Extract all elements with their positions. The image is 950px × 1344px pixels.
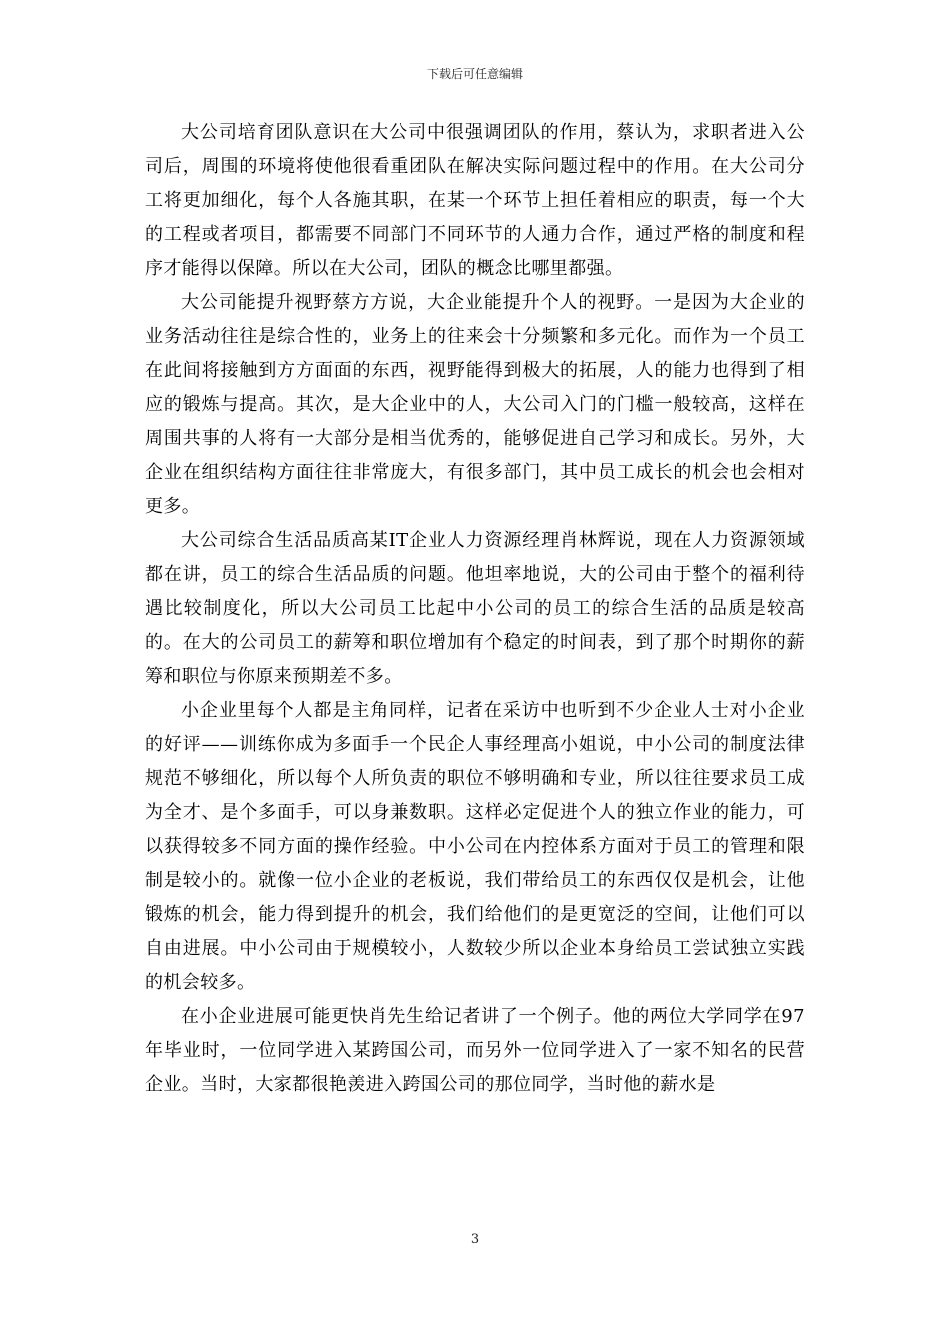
paragraph-small-company-growth: 在小企业进展可能更快肖先生给记者讲了一个例子。他的两位大学同学在97年毕业时，一位同学进入某跨国公司，而另外一位同学进入了一家不知名的民营企业。当时，大家都很艳羡进入跨国公司的那位同学，当时他的薪水是 <box>145 1006 805 1095</box>
document-body <box>145 116 805 1102</box>
page-header: 下载后可任意编辑 <box>426 67 523 81</box>
page-number: 3 <box>470 1232 480 1247</box>
paragraph-broaden-vision: 大公司能提升视野蔡方方说，大企业能提升个人的视野。一是因为大企业的业务活动往往是综合性的，业务上的往来会十分频繁和多元化。而作为一个员工在此间将接触到方方面面的东西，视野能得到极大的拓展，人的能力也得到了相应的锻炼与提高。其次，是大企业中的人，大公司入门的门槛一般较高，这样在周围共事的人将有一大部分是相当优秀的，能够促进自己学习和成长。另外，大企业在组织结构方面往往非常庞大，有很多部门，其中员工成长的机会也会相对更多。 <box>145 292 805 517</box>
paragraph-quality-of-life: 大公司综合生活品质高某IT企业人力资源经理肖林辉说，现在人力资源领域都在讲，员工的综合生活品质的问题。他坦率地说，大的公司由于整个的福利待遇比较制度化，所以大公司员工比起中小公司的员工的综合生活的品质是较高的。在大的公司员工的薪筹和职位增加有个稳定的时间表，到了那个时期你的薪筹和职位与你原来预期差不多。 <box>145 530 805 687</box>
paragraph-team-awareness: 大公司培育团队意识在大公司中很强调团队的作用，蔡认为，求职者进入公司后，周围的环境将使他很看重团队在解决实际问题过程中的作用。在大公司分工将更加细化，每个人各施其职，在某一个环节上担任着相应的职责，每一个大的工程或者项目，都需要不同部门不同环节的人通力合作，通过严格的制度和程序才能得以保障。所以在大公司，团队的概念比哪里都强。 <box>145 122 805 279</box>
paragraph-small-company-roles: 小企业里每个人都是主角同样，记者在采访中也听到不少企业人士对小企业的好评——训练你成为多面手一个民企人事经理高小姐说，中小公司的制度法律规范不够细化，所以每个人所负责的职位不够明确和专业，所以往往要求员工成为全才、是个多面手，可以身兼数职。这样必定促进个人的独立作业的能力，可以获得较多不同方面的操作经验。中小公司在内控体系方面对于员工的管理和限制是较小的。就像一位小企业的老板说，我们带给员工的东西仅仅是机会，让他锻炼的机会，能力得到提升的机会，我们给他们的是更宽泛的空间，让他们可以自由进展。中小公司由于规模较小，人数较少所以企业本身给员工尝试独立实践的机会较多。 <box>145 700 805 993</box>
